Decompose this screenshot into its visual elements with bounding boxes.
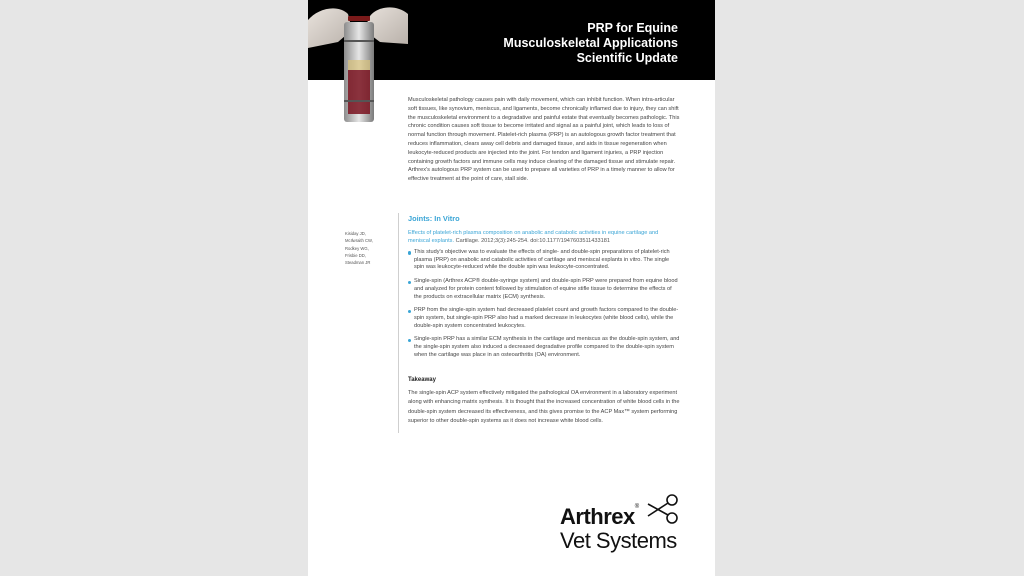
logo-brand: Arthrex® (560, 504, 639, 529)
column-divider (398, 213, 399, 433)
takeaway-text: The single-spin ACP system effectively mitigated the pathological OA environment in a laboratory experiment along with enhancing matrix synthesis. It is thought that the increased concentration of white blood cells in the double-spin system decreased its effectiveness, and this gives promise to the ACP Max™ system performing superior to other double-spin systems as it does not increase white blood cells. (408, 390, 680, 424)
author: Steadman JR (345, 260, 371, 266)
logo-subtitle: Vet Systems (560, 528, 677, 553)
author: Rodkey WG, (345, 245, 369, 251)
bullet-icon (408, 339, 411, 342)
section-title: Joints: In Vitro (408, 214, 460, 223)
findings-list (408, 249, 680, 365)
bullet-icon (408, 310, 411, 313)
citation-link[interactable]: Effects of platelet-rich plasma composition on anabolic and catabolic activities in equine cartilage and meniscal explants. (408, 230, 659, 245)
bullet-icon (408, 281, 411, 284)
list-item: This study's objective was to evaluate the effects of single- and double-spin preparations of platelet-rich plasma (PRP) on anabolic and catabolic activities of cartilage and meniscal explants in vitro. The single spin was leukocyte-reduced while the double spin was leukocyte-concentrated. (408, 249, 680, 272)
list-item: Single-spin (Arthrex ACP® double-syringe system) and double-spin PRP were prepared from equine blood and analyzed for protein content followed by stimulation of equine stifle tissue to determine the effects of the products on extracellular matrix (ECM) synthesis. (408, 278, 680, 301)
bullet-icon (408, 251, 411, 254)
document-title (438, 21, 678, 66)
intro-paragraph: Musculoskeletal pathology causes pain with daily movement, which can inhibit function. When intra-articular soft tissues, like synovium, meniscus, and ligaments, become chronically inflamed due to injury, they can shift the musculoskeletal environment to a degradative and painful estate that eventually becomes pathologic. This chronic condition causes soft tissue to become irritated and signal as a painful joint, which leads to loss of normal function through movement. Platelet-rich plasma (PRP) is an autologous growth factor treatment that reduces inflammation, clears away cell debris and damaged tissue, and aids in tissue regeneration when leukocyte-reduced products are injected into the joint. For tendon and ligament injuries, a PRP injection containing growth factors and immune cells may induce clearing of the damaged tissue and stimulate repair. Arthrex's autologous PRP system can be used to prepare all varieties of PRP in a timely manner to allow for effective treatment at the point of care, stall side. (408, 97, 680, 183)
title-line-1: PRP for Equine (587, 21, 678, 35)
document-page (308, 0, 715, 576)
list-item: PRP from the single-spin system had decreased platelet count and growth factors compared to the double-spin system, but single-spin PRP also had a marked decrease in leukocytes (white blood cells), while the double-spin system concentrated leukocytes. (408, 307, 680, 330)
author: Kisiday JD, (345, 231, 366, 236)
list-item: Single-spin PRP has a similar ECM synthesis in the cartilage and meniscus as the double-spin system, and the single-spin system also induced a decreased degradative profile compared to the double-spin system when the cartilage was place in an osteoarthritis (OA) environment. (408, 336, 680, 359)
citation (408, 229, 680, 245)
takeaway-heading: Takeaway (408, 377, 436, 383)
title-line-2: Musculoskeletal Applications (503, 36, 678, 50)
arthrex-vet-logo (560, 492, 690, 556)
author-list (345, 230, 395, 266)
author: Frisbie DD, (345, 252, 366, 258)
citation-ref: Cartilage. 2012;3(3):245-254. doi:10.1177/1947603511433181 (454, 238, 610, 245)
scissors-icon (646, 492, 680, 528)
title-line-3: Scientific Update (576, 51, 678, 65)
author: McIlwraith CW, (345, 238, 373, 244)
prp-syringe-photo (308, 0, 408, 130)
